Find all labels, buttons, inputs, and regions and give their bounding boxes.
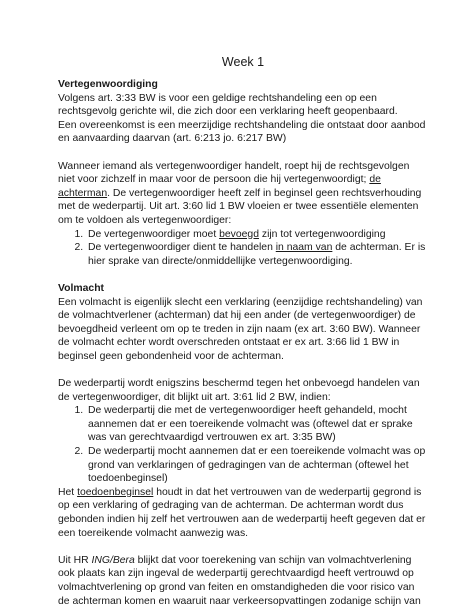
section-heading-volmacht: Volmacht	[58, 282, 104, 294]
paragraph: Een volmacht is eigenlijk slecht een verklaring (eenzijdige rechtshandeling) van de volmachtverlener (achterman) dat hij een ander (de vertegenwoordiger) de bevoegdheid verleent om op te treden in zijn naam (ex art. 3:60 BW). Wanneer de volmacht echter wordt overschreden ontstaat er ex art. 3:66 lid 1 BW in beginsel geen gebondenheid voor de achterman.	[58, 296, 423, 362]
text-run: . De vertegenwoordiger heeft zelf in beginsel geen rechtsverhouding met de wederpartij. Uit art. 3:60 lid 1 BW vloeien er twee essentiële elementen om te voldoen als vertegenwoordiger:	[58, 187, 422, 226]
text-run: de achterman. Er is hier sprake van directe/onmiddellijke vertegenwoordiging.	[88, 242, 426, 267]
paragraph	[58, 554, 428, 608]
text-run: Wanneer iemand als vertegenwoordiger handelt, roept hij de rechtsgevolgen niet voor zichzelf in maar voor de persoon die hij vertegenwoordigt;	[58, 160, 410, 186]
underlined-term: de achterman	[58, 174, 381, 199]
page-title: Week 1	[221, 55, 265, 69]
underlined-term: bevoegd	[219, 228, 259, 240]
paragraph-gap	[58, 146, 428, 160]
text-run: houdt in dat het vertrouwen van de wederpartij gegrond is op een verklaring of gedraging van de achterman. De achterman wordt dus gebonden indien hij zelf het vertrouwen aan de wederpartij heeft gegeven dat er een toereikende volmacht aanwezig was.	[58, 486, 426, 539]
paragraph-gap	[58, 363, 428, 377]
numbered-list	[58, 404, 428, 486]
underlined-term: toedoenbeginsel	[77, 486, 154, 498]
paragraph	[58, 160, 428, 228]
case-name: ING/Bera	[91, 554, 135, 566]
list-item: 1. De wederpartij die met de vertegenwoordiger heeft gehandeld, mocht aannemen dat er een toereikende volmacht was (oftewel dat er sprake was van gerechtvaardigd vertrouwen ex art. 3:35 BW)	[86, 404, 428, 445]
text-run: Uit HR	[58, 554, 92, 566]
list-item: 2. De wederpartij mocht aannemen dat er een toereikende volmacht was op grond van verklaringen of gedragingen van de achterman (oftewel het toedoenbeginsel)	[86, 445, 428, 486]
paragraph	[58, 486, 428, 540]
paragraph: Volgens art. 3:33 BW is voor een geldige rechtshandeling een op een rechtsgevolg gerichte wil, die zich door een verklaring heeft geopenbaard.	[58, 92, 398, 118]
text-run: De vertegenwoordiger moet	[88, 228, 220, 240]
underlined-term: in naam van	[275, 242, 333, 254]
paragraph: Een overeenkomst is een meerzijdige rechtshandeling die ontstaat door aanbod en aanvaarding daarvan (art. 6:213 jo. 6:217 BW)	[58, 119, 426, 145]
list-item	[86, 228, 428, 242]
text-run: Het	[58, 486, 78, 498]
text-run: blijkt dat voor toerekening van schijn van volmachtverlening ook plaats kan zijn ingeval de wederpartij gerechtvaardigd heeft vertrouwd op volmachtverlening op grond van feiten en omstandigheden die voor risico van de achterman komen en waaruit naar verkeersopvattingen zodanige schijn van	[58, 554, 421, 607]
section-heading-vertegenwoordiging: Vertegenwoordiging	[58, 79, 158, 90]
list-item	[86, 241, 428, 268]
paragraph-gap	[58, 540, 428, 554]
text-run: zijn tot vertegenwoordiging	[258, 228, 386, 240]
numbered-list	[58, 228, 428, 269]
paragraph: De wederpartij wordt enigszins beschermd tegen het onbevoegd handelen van de vertegenwoordiger, dit blijkt uit art. 3:61 lid 2 BW, indien:	[58, 378, 420, 403]
paragraph-gap	[58, 268, 428, 282]
text-run: De vertegenwoordiger dient te handelen	[88, 242, 276, 254]
